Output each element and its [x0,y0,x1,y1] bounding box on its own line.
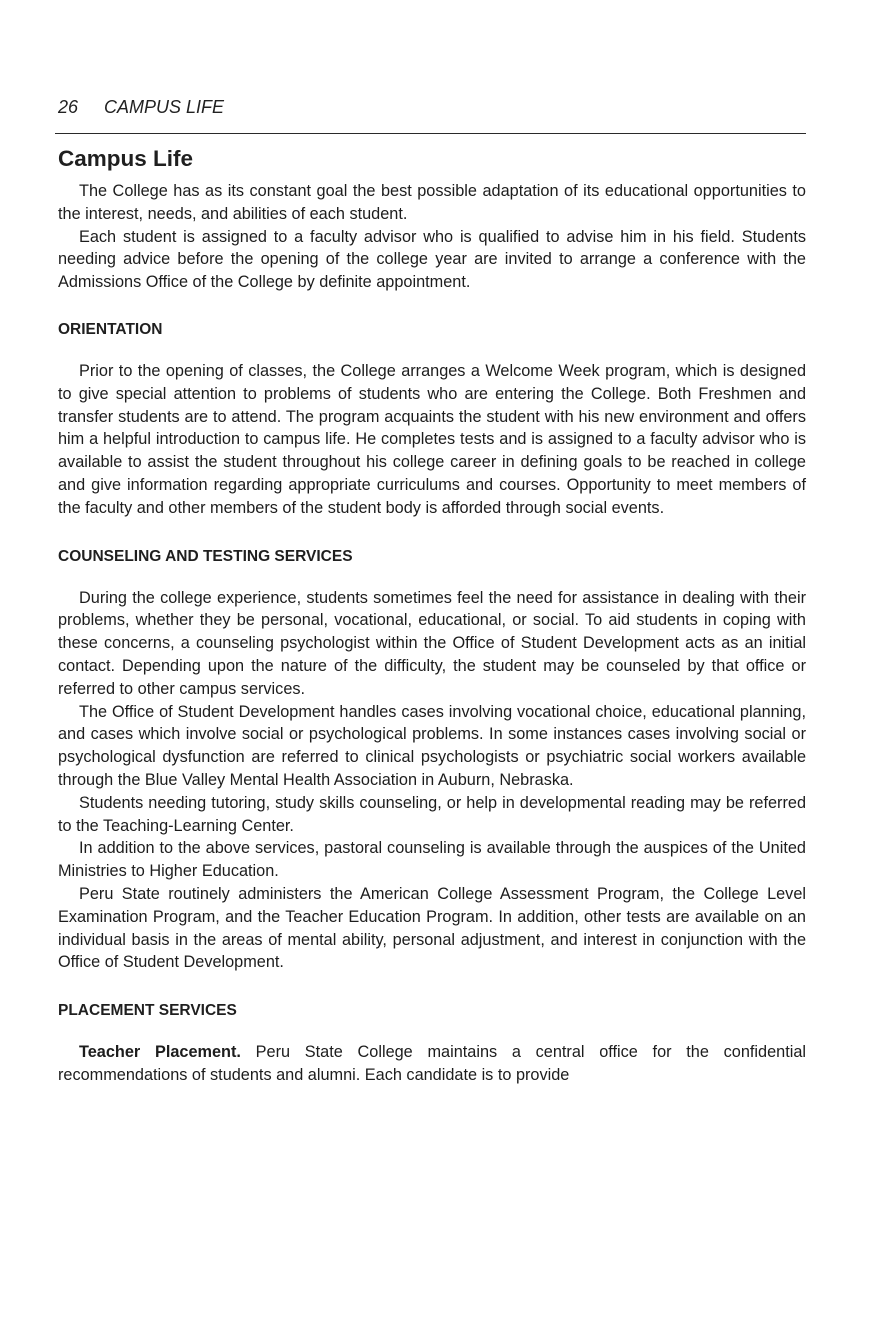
placement-heading: PLACEMENT SERVICES [58,1002,237,1020]
page-title: Campus Life [58,146,194,171]
placement-paragraph [55,1041,806,1087]
intro-paragraph-2: Each student is assigned to a faculty advisor who is qualified to advise him in his field. Students needing advice before the opening of the college year are invited to arrange a conference with the Admissions Office of the College by definite appointment. [58,227,806,292]
teacher-placement-text: Peru State College maintains a central office for the confidential recommendations of students and alumni. Each candidate is to provide [58,1043,807,1084]
page-number: 26 [58,97,79,117]
orientation-heading: ORIENTATION [58,320,163,338]
counseling-paragraph-1: During the college experience, students sometimes feel the need for assistance in dealing with their problems, whether they be personal, vocational, educational, or social. To aid students in coping with these concerns, a counseling psychologist within the Office of Student Development acts as an initial contact. Depending upon the nature of the difficulty, the student may be counseled by that office or referred to other campus services. [58,588,806,698]
intro-paragraph-1: The College has as its constant goal the best possible adaptation of its educational opportunities to the interest, needs, and abilities of each student. [58,182,806,223]
counseling-paragraph-3: Students needing tutoring, study skills counseling, or help in developmental reading may be referred to the Teaching-Learning Center. [58,793,806,835]
page [55,96,806,1087]
counseling-paragraph-4: In addition to the above services, pastoral counseling is available through the auspices of the United Ministries to Higher Education. [58,839,806,881]
running-head [55,96,806,118]
counseling-heading: COUNSELING AND TESTING SERVICES [58,547,353,565]
orientation-paragraph: Prior to the opening of classes, the College arranges a Welcome Week program, which is designed to give special attention to problems of students who are entering the College. Both Freshmen and transfer students are to attend. The program acquaints the student with his new environment and offers him a helpful introduction to campus life. He completes tests and is assigned to a faculty advisor who is available to assist the student throughout his college career in defining goals to be reached in college and give information regarding appropriate curriculums and courses. Opportunity to meet members of the faculty and other members of the student body is afforded through social events. [58,361,806,517]
running-head-title: CAMPUS LIFE [104,97,225,117]
counseling-paragraph-5: Peru State routinely administers the American College Assessment Program, the College Level Examination Program, and the Teacher Education Program. In addition, other tests are available on an individual basis in the areas of mental ability, personal adjustment, and interest in conjunction with the Office of Student Development. [58,884,806,972]
counseling-paragraph-2: The Office of Student Development handles cases involving vocational choice, educational planning, and cases which involve social or psychological problems. In some instances cases involving social or psychological dysfunction are referred to clinical psychologists or psychiatric social workers available through the Blue Valley Mental Health Association in Auburn, Nebraska. [58,702,806,789]
teacher-placement-subheading: Teacher Placement. [79,1043,241,1062]
header-rule [55,133,806,134]
